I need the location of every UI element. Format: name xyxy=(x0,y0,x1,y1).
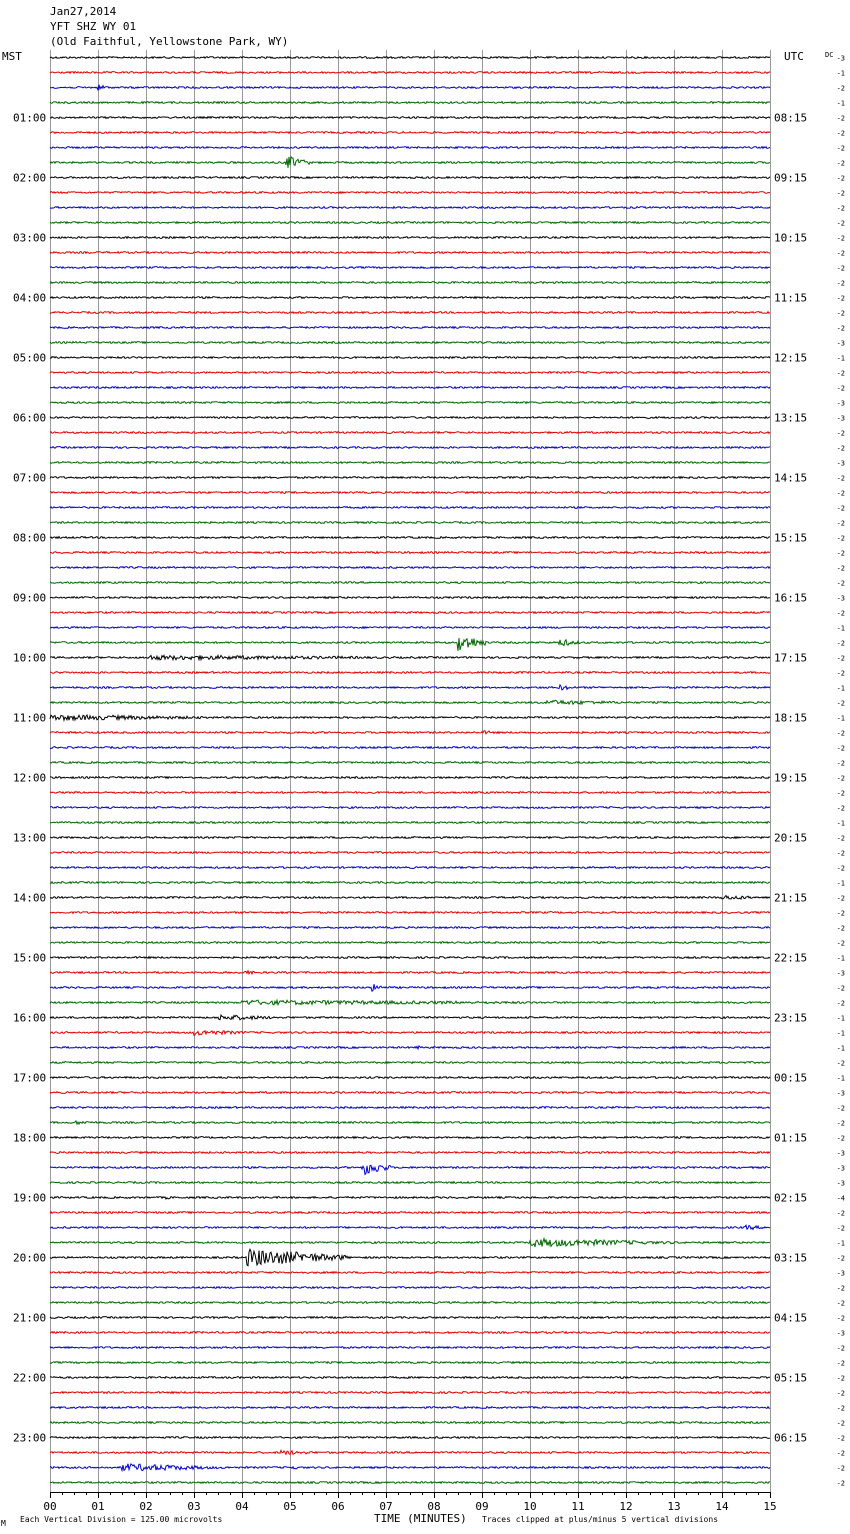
seismic-trace xyxy=(50,638,770,651)
dc-offset-label: -1 xyxy=(836,879,845,888)
seismic-trace xyxy=(50,984,770,991)
seismic-trace xyxy=(50,192,770,194)
seismic-trace xyxy=(50,147,770,149)
corner-mark: M xyxy=(1,1519,6,1528)
dc-offset-label: -2 xyxy=(836,669,845,678)
hour-label-right: 10:15 xyxy=(774,231,808,245)
dc-offset-label: -2 xyxy=(836,1389,845,1398)
x-tick-label: 12 xyxy=(619,1500,633,1513)
seismic-trace xyxy=(50,1407,770,1409)
dc-offset-label: -2 xyxy=(836,309,845,318)
dc-offset-label: -2 xyxy=(836,219,845,228)
dc-offset-label: -2 xyxy=(836,174,845,183)
hour-label-left: 19:00 xyxy=(13,1191,47,1205)
seismic-trace xyxy=(50,132,770,134)
seismic-trace xyxy=(50,72,770,74)
seismic-trace xyxy=(50,927,770,929)
hour-label-right: 13:15 xyxy=(774,411,808,425)
seismic-trace xyxy=(50,1347,770,1349)
dc-offset-label: -2 xyxy=(836,1284,845,1293)
seismic-trace xyxy=(50,417,770,419)
hour-label-right: 17:15 xyxy=(774,651,808,665)
hour-label-left: 22:00 xyxy=(13,1371,47,1385)
seismic-trace xyxy=(50,672,770,674)
hour-label-left: 15:00 xyxy=(13,951,47,965)
seismic-trace xyxy=(50,177,770,179)
hour-label-right: 11:15 xyxy=(774,291,808,305)
dc-offset-label: -3 xyxy=(836,969,845,978)
seismic-trace xyxy=(50,971,770,974)
seismic-trace xyxy=(50,1121,770,1124)
dc-offset-label: -2 xyxy=(836,864,845,873)
x-tick-label: 01 xyxy=(91,1500,105,1513)
dc-offset-label: -2 xyxy=(836,1209,845,1218)
seismic-trace xyxy=(50,157,770,168)
hour-label-right: 21:15 xyxy=(774,891,808,905)
seismic-trace xyxy=(50,567,770,569)
seismic-trace xyxy=(50,207,770,209)
seismic-trace xyxy=(50,342,770,344)
dc-offset-label: -2 xyxy=(836,1404,845,1413)
x-axis-title: TIME (MINUTES) xyxy=(374,1512,467,1525)
plot-date: Jan27,2014 xyxy=(50,5,117,18)
axis-label-group xyxy=(13,55,845,1514)
dc-offset-label: -2 xyxy=(836,294,845,303)
seismic-trace xyxy=(50,1377,770,1379)
dc-offset-label: -3 xyxy=(836,459,845,468)
dc-offset-label: -2 xyxy=(836,849,845,858)
seismic-trace xyxy=(50,896,770,900)
seismic-trace xyxy=(50,1197,770,1199)
hour-label-left: 14:00 xyxy=(13,891,47,905)
dc-offset-label: -2 xyxy=(836,939,845,948)
dc-offset-label: -2 xyxy=(836,1104,845,1113)
dc-offset-label: -2 xyxy=(836,474,845,483)
dc-offset-label: -1 xyxy=(836,1029,845,1038)
seismic-trace xyxy=(50,837,770,839)
dc-offset-label: -3 xyxy=(836,399,845,408)
seismic-trace xyxy=(50,1450,770,1454)
dc-offset-label: -1 xyxy=(836,624,845,633)
seismic-trace xyxy=(50,1422,770,1424)
hour-label-right: 05:15 xyxy=(774,1371,808,1385)
seismic-trace xyxy=(50,747,770,749)
seismic-trace xyxy=(50,612,770,614)
dc-offset-label: -2 xyxy=(836,129,845,138)
dc-offset-label: -2 xyxy=(836,144,845,153)
dc-offset-label: -3 xyxy=(836,594,845,603)
dc-offset-label: -3 xyxy=(836,54,845,63)
dc-offset-label: -2 xyxy=(836,1449,845,1458)
dc-offset-label: -1 xyxy=(836,684,845,693)
seismic-trace xyxy=(50,1077,770,1079)
dc-offset-label: -2 xyxy=(836,744,845,753)
seismic-trace xyxy=(50,1302,770,1304)
seismic-trace xyxy=(50,867,770,869)
dc-offset-label: -2 xyxy=(836,249,845,258)
dc-header-label: DC xyxy=(825,51,834,59)
dc-offset-label: -2 xyxy=(836,729,845,738)
seismic-trace xyxy=(50,447,770,449)
hour-label-left: 07:00 xyxy=(13,471,47,485)
hour-label-left: 12:00 xyxy=(13,771,47,785)
hour-label-left: 11:00 xyxy=(13,711,47,725)
dc-offset-label: -2 xyxy=(836,924,845,933)
hour-label-right: 20:15 xyxy=(774,831,808,845)
dc-offset-label: -3 xyxy=(836,1089,845,1098)
hour-label-left: 01:00 xyxy=(13,111,47,125)
x-tick-label: 14 xyxy=(715,1500,729,1513)
dc-offset-label: -2 xyxy=(836,369,845,378)
hour-label-right: 23:15 xyxy=(774,1011,808,1025)
seismic-trace xyxy=(50,1031,770,1036)
hour-label-right: 22:15 xyxy=(774,951,808,965)
x-tick-label: 04 xyxy=(235,1500,249,1513)
seismic-trace xyxy=(50,402,770,404)
dc-offset-label: -2 xyxy=(836,1359,845,1368)
seismic-trace xyxy=(50,282,770,284)
dc-offset-label: -2 xyxy=(836,894,845,903)
trace-group xyxy=(50,57,770,1484)
dc-offset-label: -2 xyxy=(836,429,845,438)
dc-offset-label: -1 xyxy=(836,1074,845,1083)
x-tick-label: 02 xyxy=(139,1500,153,1513)
seismic-trace xyxy=(50,522,770,524)
seismic-trace xyxy=(50,1249,770,1265)
seismic-trace xyxy=(50,807,770,809)
hour-label-right: 18:15 xyxy=(774,711,808,725)
station-code: YFT SHZ WY 01 xyxy=(50,20,137,33)
dc-offset-label: -1 xyxy=(836,354,845,363)
dc-offset-label: -2 xyxy=(836,579,845,588)
seismic-trace xyxy=(50,357,770,359)
seismic-trace xyxy=(50,792,770,794)
seismic-trace xyxy=(50,685,770,690)
hour-label-right: 00:15 xyxy=(774,1071,808,1085)
dc-offset-label: -2 xyxy=(836,639,845,648)
dc-offset-label: -2 xyxy=(836,114,845,123)
hour-label-left: 20:00 xyxy=(13,1251,47,1265)
seismic-trace xyxy=(50,477,770,479)
dc-offset-label: -2 xyxy=(836,1059,845,1068)
seismic-trace xyxy=(50,312,770,314)
x-tick-label: 09 xyxy=(475,1500,489,1513)
seismic-trace xyxy=(50,1437,770,1439)
x-tick-label: 03 xyxy=(187,1500,201,1513)
hour-label-left: 23:00 xyxy=(13,1431,47,1445)
hour-label-right: 04:15 xyxy=(774,1311,808,1325)
seismic-trace xyxy=(50,582,770,584)
hour-label-right: 15:15 xyxy=(774,531,808,545)
hour-label-left: 16:00 xyxy=(13,1011,47,1025)
seismic-trace xyxy=(50,492,770,494)
seismic-trace xyxy=(50,1362,770,1364)
seismic-trace xyxy=(50,1000,770,1005)
dc-offset-label: -2 xyxy=(836,654,845,663)
seismic-trace xyxy=(50,655,770,659)
seismic-trace xyxy=(50,852,770,854)
dc-offset-label: -2 xyxy=(836,519,845,528)
dc-offset-label: -2 xyxy=(836,504,845,513)
seismic-trace xyxy=(50,1182,770,1184)
dc-offset-label: -3 xyxy=(836,339,845,348)
dc-offset-label: -2 xyxy=(836,159,845,168)
hour-label-left: 08:00 xyxy=(13,531,47,545)
x-tick-label: 13 xyxy=(667,1500,681,1513)
seismic-trace xyxy=(50,1015,770,1020)
dc-offset-label: -1 xyxy=(836,99,845,108)
seismic-trace xyxy=(50,957,770,959)
dc-offset-label: -3 xyxy=(836,1329,845,1338)
seismic-trace xyxy=(50,1332,770,1334)
dc-offset-label: -2 xyxy=(836,1314,845,1323)
hour-label-left: 21:00 xyxy=(13,1311,47,1325)
hour-label-left: 03:00 xyxy=(13,231,47,245)
seismic-trace xyxy=(50,1107,770,1109)
dc-offset-label: -2 xyxy=(836,489,845,498)
seismic-trace xyxy=(50,102,770,104)
dc-offset-label: -2 xyxy=(836,609,845,618)
seismic-trace xyxy=(50,700,770,704)
left-timezone-label: MST xyxy=(2,50,22,63)
dc-offset-label: -2 xyxy=(836,984,845,993)
seismic-trace xyxy=(50,597,770,599)
dc-offset-label: -2 xyxy=(836,204,845,213)
seismic-trace xyxy=(50,387,770,389)
hour-label-left: 18:00 xyxy=(13,1131,47,1145)
seismic-trace xyxy=(50,1392,770,1394)
seismic-trace xyxy=(50,1317,770,1319)
dc-offset-label: -2 xyxy=(836,384,845,393)
dc-offset-label: -2 xyxy=(836,234,845,243)
dc-offset-label: -2 xyxy=(836,909,845,918)
seismic-trace xyxy=(50,1137,770,1139)
hour-label-left: 09:00 xyxy=(13,591,47,605)
dc-offset-label: -2 xyxy=(836,1119,845,1128)
dc-offset-label: -2 xyxy=(836,1134,845,1143)
seismic-trace xyxy=(50,507,770,509)
clip-note: Traces clipped at plus/minus 5 vertical divisions xyxy=(482,1515,719,1524)
dc-offset-label: -1 xyxy=(836,1239,845,1248)
hour-label-right: 03:15 xyxy=(774,1251,808,1265)
hour-label-right: 12:15 xyxy=(774,351,808,365)
seismic-trace xyxy=(50,1239,770,1247)
dc-offset-label: -2 xyxy=(836,804,845,813)
dc-offset-label: -2 xyxy=(836,84,845,93)
dc-offset-label: -3 xyxy=(836,1164,845,1173)
hour-label-left: 04:00 xyxy=(13,291,47,305)
seismic-trace xyxy=(50,222,770,224)
seismic-trace xyxy=(50,297,770,299)
seismic-trace xyxy=(50,57,770,59)
dc-offset-label: -2 xyxy=(836,444,845,453)
x-tick-label: 08 xyxy=(427,1500,441,1513)
dc-offset-label: -2 xyxy=(836,264,845,273)
seismic-trace xyxy=(50,912,770,914)
seismic-trace xyxy=(50,372,770,374)
seismic-trace xyxy=(50,1464,770,1471)
dc-offset-label: -2 xyxy=(836,564,845,573)
hour-label-left: 10:00 xyxy=(13,651,47,665)
right-timezone-label: UTC xyxy=(784,50,804,63)
dc-offset-label: -1 xyxy=(836,714,845,723)
x-tick-label: 11 xyxy=(571,1500,585,1513)
dc-offset-label: -1 xyxy=(836,69,845,78)
dc-offset-label: -2 xyxy=(836,279,845,288)
seismic-trace xyxy=(50,762,770,764)
dc-offset-label: -2 xyxy=(836,1464,845,1473)
seismic-trace xyxy=(50,117,770,119)
dc-offset-label: -2 xyxy=(836,534,845,543)
dc-offset-label: -2 xyxy=(836,999,845,1008)
dc-offset-label: -2 xyxy=(836,1224,845,1233)
hour-label-right: 06:15 xyxy=(774,1431,808,1445)
x-tick-label: 15 xyxy=(763,1500,777,1513)
hour-label-right: 08:15 xyxy=(774,111,808,125)
dc-offset-label: -2 xyxy=(836,774,845,783)
x-tick-label: 05 xyxy=(283,1500,297,1513)
seismic-trace xyxy=(50,1225,770,1229)
dc-offset-label: -2 xyxy=(836,1254,845,1263)
hour-label-right: 19:15 xyxy=(774,771,808,785)
seismic-trace xyxy=(50,237,770,239)
dc-offset-label: -2 xyxy=(836,324,845,333)
seismic-trace xyxy=(50,777,770,779)
hour-label-right: 16:15 xyxy=(774,591,808,605)
seismic-trace xyxy=(50,715,770,720)
dc-offset-label: -2 xyxy=(836,699,845,708)
dc-offset-label: -2 xyxy=(836,834,845,843)
scale-note: Each Vertical Division = 125.00 microvolts xyxy=(20,1515,223,1524)
dc-offset-label: -2 xyxy=(836,759,845,768)
x-tick-label: 00 xyxy=(43,1500,57,1513)
dc-offset-label: -3 xyxy=(836,1149,845,1158)
seismic-trace xyxy=(50,267,770,269)
seismic-trace xyxy=(50,537,770,539)
dc-offset-label: -2 xyxy=(836,1479,845,1488)
dc-offset-label: -1 xyxy=(836,1044,845,1053)
hour-label-right: 01:15 xyxy=(774,1131,808,1145)
hour-label-left: 13:00 xyxy=(13,831,47,845)
seismic-trace xyxy=(50,1287,770,1289)
seismic-trace xyxy=(50,552,770,554)
seismic-trace xyxy=(50,252,770,254)
dc-offset-label: -3 xyxy=(836,414,845,423)
dc-offset-label: -1 xyxy=(836,819,845,828)
seismic-trace xyxy=(50,85,770,91)
hour-label-left: 17:00 xyxy=(13,1071,47,1085)
hour-label-left: 02:00 xyxy=(13,171,47,185)
dc-offset-label: -3 xyxy=(836,1269,845,1278)
seismic-trace xyxy=(50,822,770,824)
seismic-trace xyxy=(50,627,770,629)
x-tick-label: 10 xyxy=(523,1500,537,1513)
seismic-trace xyxy=(50,432,770,434)
hour-label-right: 09:15 xyxy=(774,171,808,185)
dc-offset-label: -2 xyxy=(836,549,845,558)
dc-offset-label: -2 xyxy=(836,789,845,798)
seismic-trace xyxy=(50,1165,770,1174)
dc-offset-label: -2 xyxy=(836,1419,845,1428)
hour-label-left: 05:00 xyxy=(13,351,47,365)
station-location: (Old Faithful, Yellowstone Park, WY) xyxy=(50,35,289,48)
dc-offset-label: -2 xyxy=(836,189,845,198)
seismic-trace xyxy=(50,1092,770,1094)
hour-label-right: 14:15 xyxy=(774,471,808,485)
x-tick-label: 06 xyxy=(331,1500,345,1513)
seismic-trace xyxy=(50,1062,770,1064)
seismic-trace xyxy=(50,1482,770,1484)
dc-offset-label: -1 xyxy=(836,1014,845,1023)
seismic-trace xyxy=(50,731,770,734)
seismic-trace xyxy=(50,1046,770,1049)
dc-offset-label: -2 xyxy=(836,1344,845,1353)
hour-label-right: 02:15 xyxy=(774,1191,808,1205)
seismic-trace xyxy=(50,462,770,464)
seismic-trace xyxy=(50,1212,770,1214)
dc-offset-label: -4 xyxy=(836,1194,845,1203)
hour-label-left: 06:00 xyxy=(13,411,47,425)
dc-offset-label: -3 xyxy=(836,1179,845,1188)
seismic-trace xyxy=(50,1272,770,1274)
dc-offset-label: -1 xyxy=(836,954,845,963)
dc-offset-label: -2 xyxy=(836,1299,845,1308)
seismic-trace xyxy=(50,942,770,944)
seismic-trace xyxy=(50,327,770,329)
seismic-trace xyxy=(50,882,770,884)
x-tick-label: 07 xyxy=(379,1500,393,1513)
dc-offset-label: -2 xyxy=(836,1434,845,1443)
dc-offset-label: -2 xyxy=(836,1374,845,1383)
seismic-trace xyxy=(50,1152,770,1154)
